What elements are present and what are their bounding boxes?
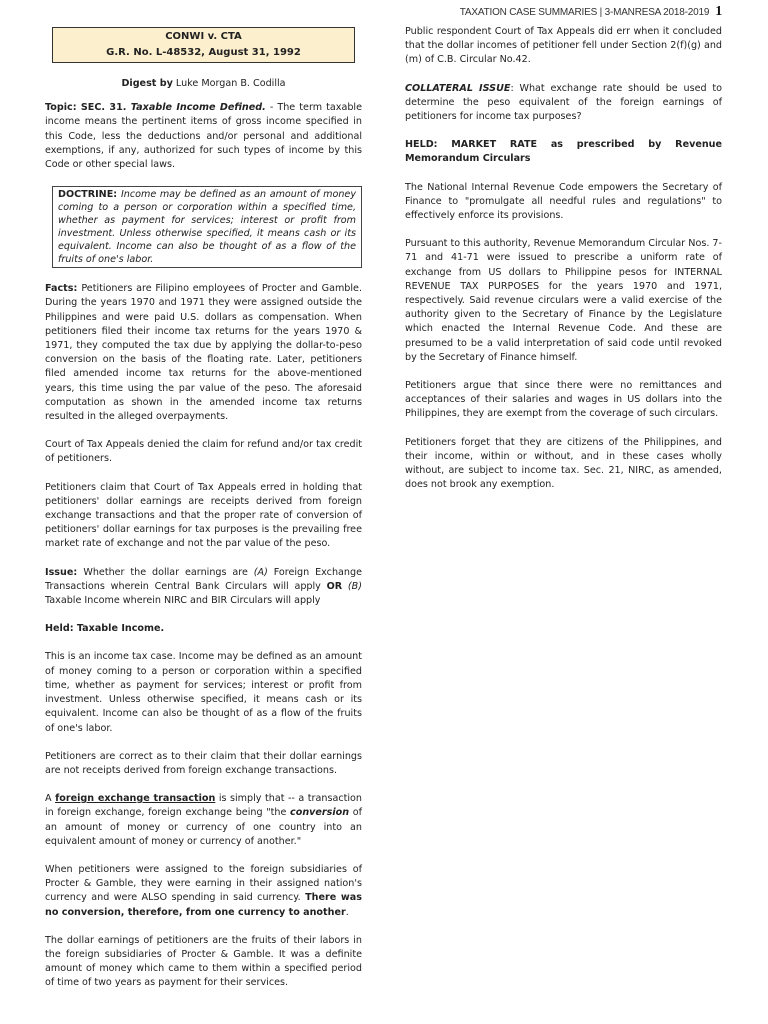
text-run: Whether the dollar earnings are [83,566,254,578]
paragraph [405,82,722,125]
text-run: of an amount of money or currency of one country into an equivalent amount of money or currency of another." [45,807,362,847]
text-run: Court of Tax Appeals denied the claim for refund and/or tax credit of petitioners. [45,439,362,465]
paragraph [45,481,362,552]
paragraph [405,379,722,422]
text-run: When petitioners were assigned to the foreign subsidiaries of Procter & Gamble, they were earning in their assigned nation's currency and were ALSO spending in said currency. [45,863,362,904]
text-run: foreign exchange transaction [55,793,216,805]
text-run: conversion [290,807,350,819]
case-title: CONWI v. CTA [165,31,242,42]
text-run: is simply that -- a transaction in foreign exchange, foreign exchange being "the [45,793,362,819]
text-run: DOCTRINE: [58,189,121,201]
digest-author: Luke Morgan B. Codilla [175,78,286,89]
page-header [460,4,722,20]
text-run: Pursuant to this authority, Revenue Memorandum Circular Nos. 7-71 and 41-71 were issued to prescribe a uniform rate of exchange from US dollars to Philippine pesos for INTERNAL REVENUE TAX PURPOSES for the years 1970 and 1971, respectively. Said revenue circulars were a valid exercise of the authority given to the Secretary of Finance by the Legislature which enacted the Internal Revenue Code. And these are presumed to be a valid interpretation of said code until revoked by the Secretary of Finance himself. [405,238,722,363]
text-run: A [45,793,56,805]
text-run: - The term taxable income means the pertinent items of gross income specified in this Code, less the deductions and/or personal and additional exemptions, if any, authorized for such types of income by this Code or other special laws. [45,102,362,171]
text-run: Petitioners argue that since there were no remittances and acceptances of their salaries and wages in US dollars into the Philippines, they are exempt from the coverage of such circulars. [405,380,722,420]
text-run: Petitioners claim that Court of Tax Appeals erred in holding that petitioners' dollar earnings are receipts derived from foreign exchange transactions and that the proper rate of conversion of petitioners' dollar earnings for tax purposes is the prevailing free market rate of exchange and not the par value of the peso. [45,481,362,550]
paragraph [45,934,362,991]
case-title-box [52,27,355,63]
text-run: HELD: MARKET RATE as prescribed by Revenue Memorandum Circulars [405,139,722,165]
text-run: Taxable Income wherein NIRC and BIR Circulars will apply [45,595,321,607]
text-run: (A) [253,566,268,578]
text-run: . [345,906,349,918]
paragraph [405,237,722,365]
case-gr-number: G.R. No. L-48532, August 31, 1992 [106,47,301,58]
paragraph [405,25,722,68]
paragraph [45,438,362,466]
text-run: OR [326,580,343,592]
text-run: : What exchange rate should be used to determine the peso equivalent of the foreign earnings of petitioners for income tax purposes? [405,82,722,123]
text-run: (B) [347,580,362,592]
text-run: Held: Taxable Income. [45,623,165,635]
text-run: Petitioners are correct as to their claim that their dollar earnings are not receipts derived from foreign exchange transactions. [45,750,362,776]
digest-line [45,77,362,91]
paragraph [45,792,362,849]
right-paragraphs [405,25,722,492]
text-run: Topic: SEC. 31. [45,102,131,114]
text-run: Petitioners forget that they are citizens of the Philippines, and their income, within or without, and in these cases wholly without, are subject to income tax. Sec. 21, NIRC, as amended, does not brook any exemption. [405,436,722,491]
text-run: Public respondent Court of Tax Appeals did err when it concluded that the dollar incomes of petitioner fell under Section 2(f)(g) and (m) of C.B. Circular No.42. [405,26,722,66]
text-run: Income may be defined as an amount of money coming to a person or corporation within a specified time, whether as payment for services; interest or profit from investment. Unless otherwise specified, it means cash or its equivalent. Income can also be thought of as a flow of the fruits of one's labor. [58,189,356,266]
text-run: Foreign Exchange Transactions wherein Central Bank Circulars will apply [45,566,362,592]
paragraph [45,863,362,920]
text-run: Petitioners are Filipino employees of Procter and Gamble. During the years 1970 and 1971 they were assigned outside the Philippines and were paid U.S. dollars as compensation. When petitioners filed their income tax returns for the years 1970 & 1971, they computed the tax due by applying the dollar-to-peso conversion on the basis of the floating rate. Later, petitioners filed amended income tax returns for the above-mentioned years, this time using the par value of the peso. The aforesaid computation as shown in the amended income tax returns resulted in the alleged overpayments. [45,283,362,423]
paragraph [45,282,362,424]
text-run: There was no conversion, therefore, from one currency to another [45,892,362,918]
paragraph [45,101,362,172]
digest-label: Digest by [121,78,173,89]
text-run: COLLATERAL ISSUE [405,82,511,94]
text-run: This is an income tax case. Income may be defined as an amount of money coming to a person or corporation within a specified time, whether as payment for services; interest or profit from investment. Unless otherwise specified, it means cash or its equivalent. Income can also be thought of as a flow of the fruits of one's labor. [45,651,362,734]
text-run: Taxable Income Defined. [130,102,266,114]
text-run: Facts: [45,283,82,295]
header-title: TAXATION CASE SUMMARIES | 3-MANRESA 2018-2019 [459,7,710,18]
paragraph [45,750,362,778]
paragraph [45,622,362,636]
doctrine-box [52,186,362,268]
page-number: 1 [715,4,722,19]
text-run: The dollar earnings of petitioners are the fruits of their labors in the foreign subsidiaries of Procter & Gamble. It was a definite amount of money which came to them within a specified period of time of two years as payment for their services. [45,934,362,989]
paragraph [45,566,362,609]
paragraph [405,436,722,493]
paragraph [405,181,722,224]
left-column [45,24,362,1005]
paragraph [405,138,722,166]
text-run: The National Internal Revenue Code empowers the Secretary of Finance to "promulgate all needful rules and regulations" to effectively enforce its provisions. [405,181,722,222]
paragraph [45,650,362,735]
right-column [405,25,722,506]
left-paragraphs [45,101,362,990]
text-run: Issue: [45,566,84,578]
